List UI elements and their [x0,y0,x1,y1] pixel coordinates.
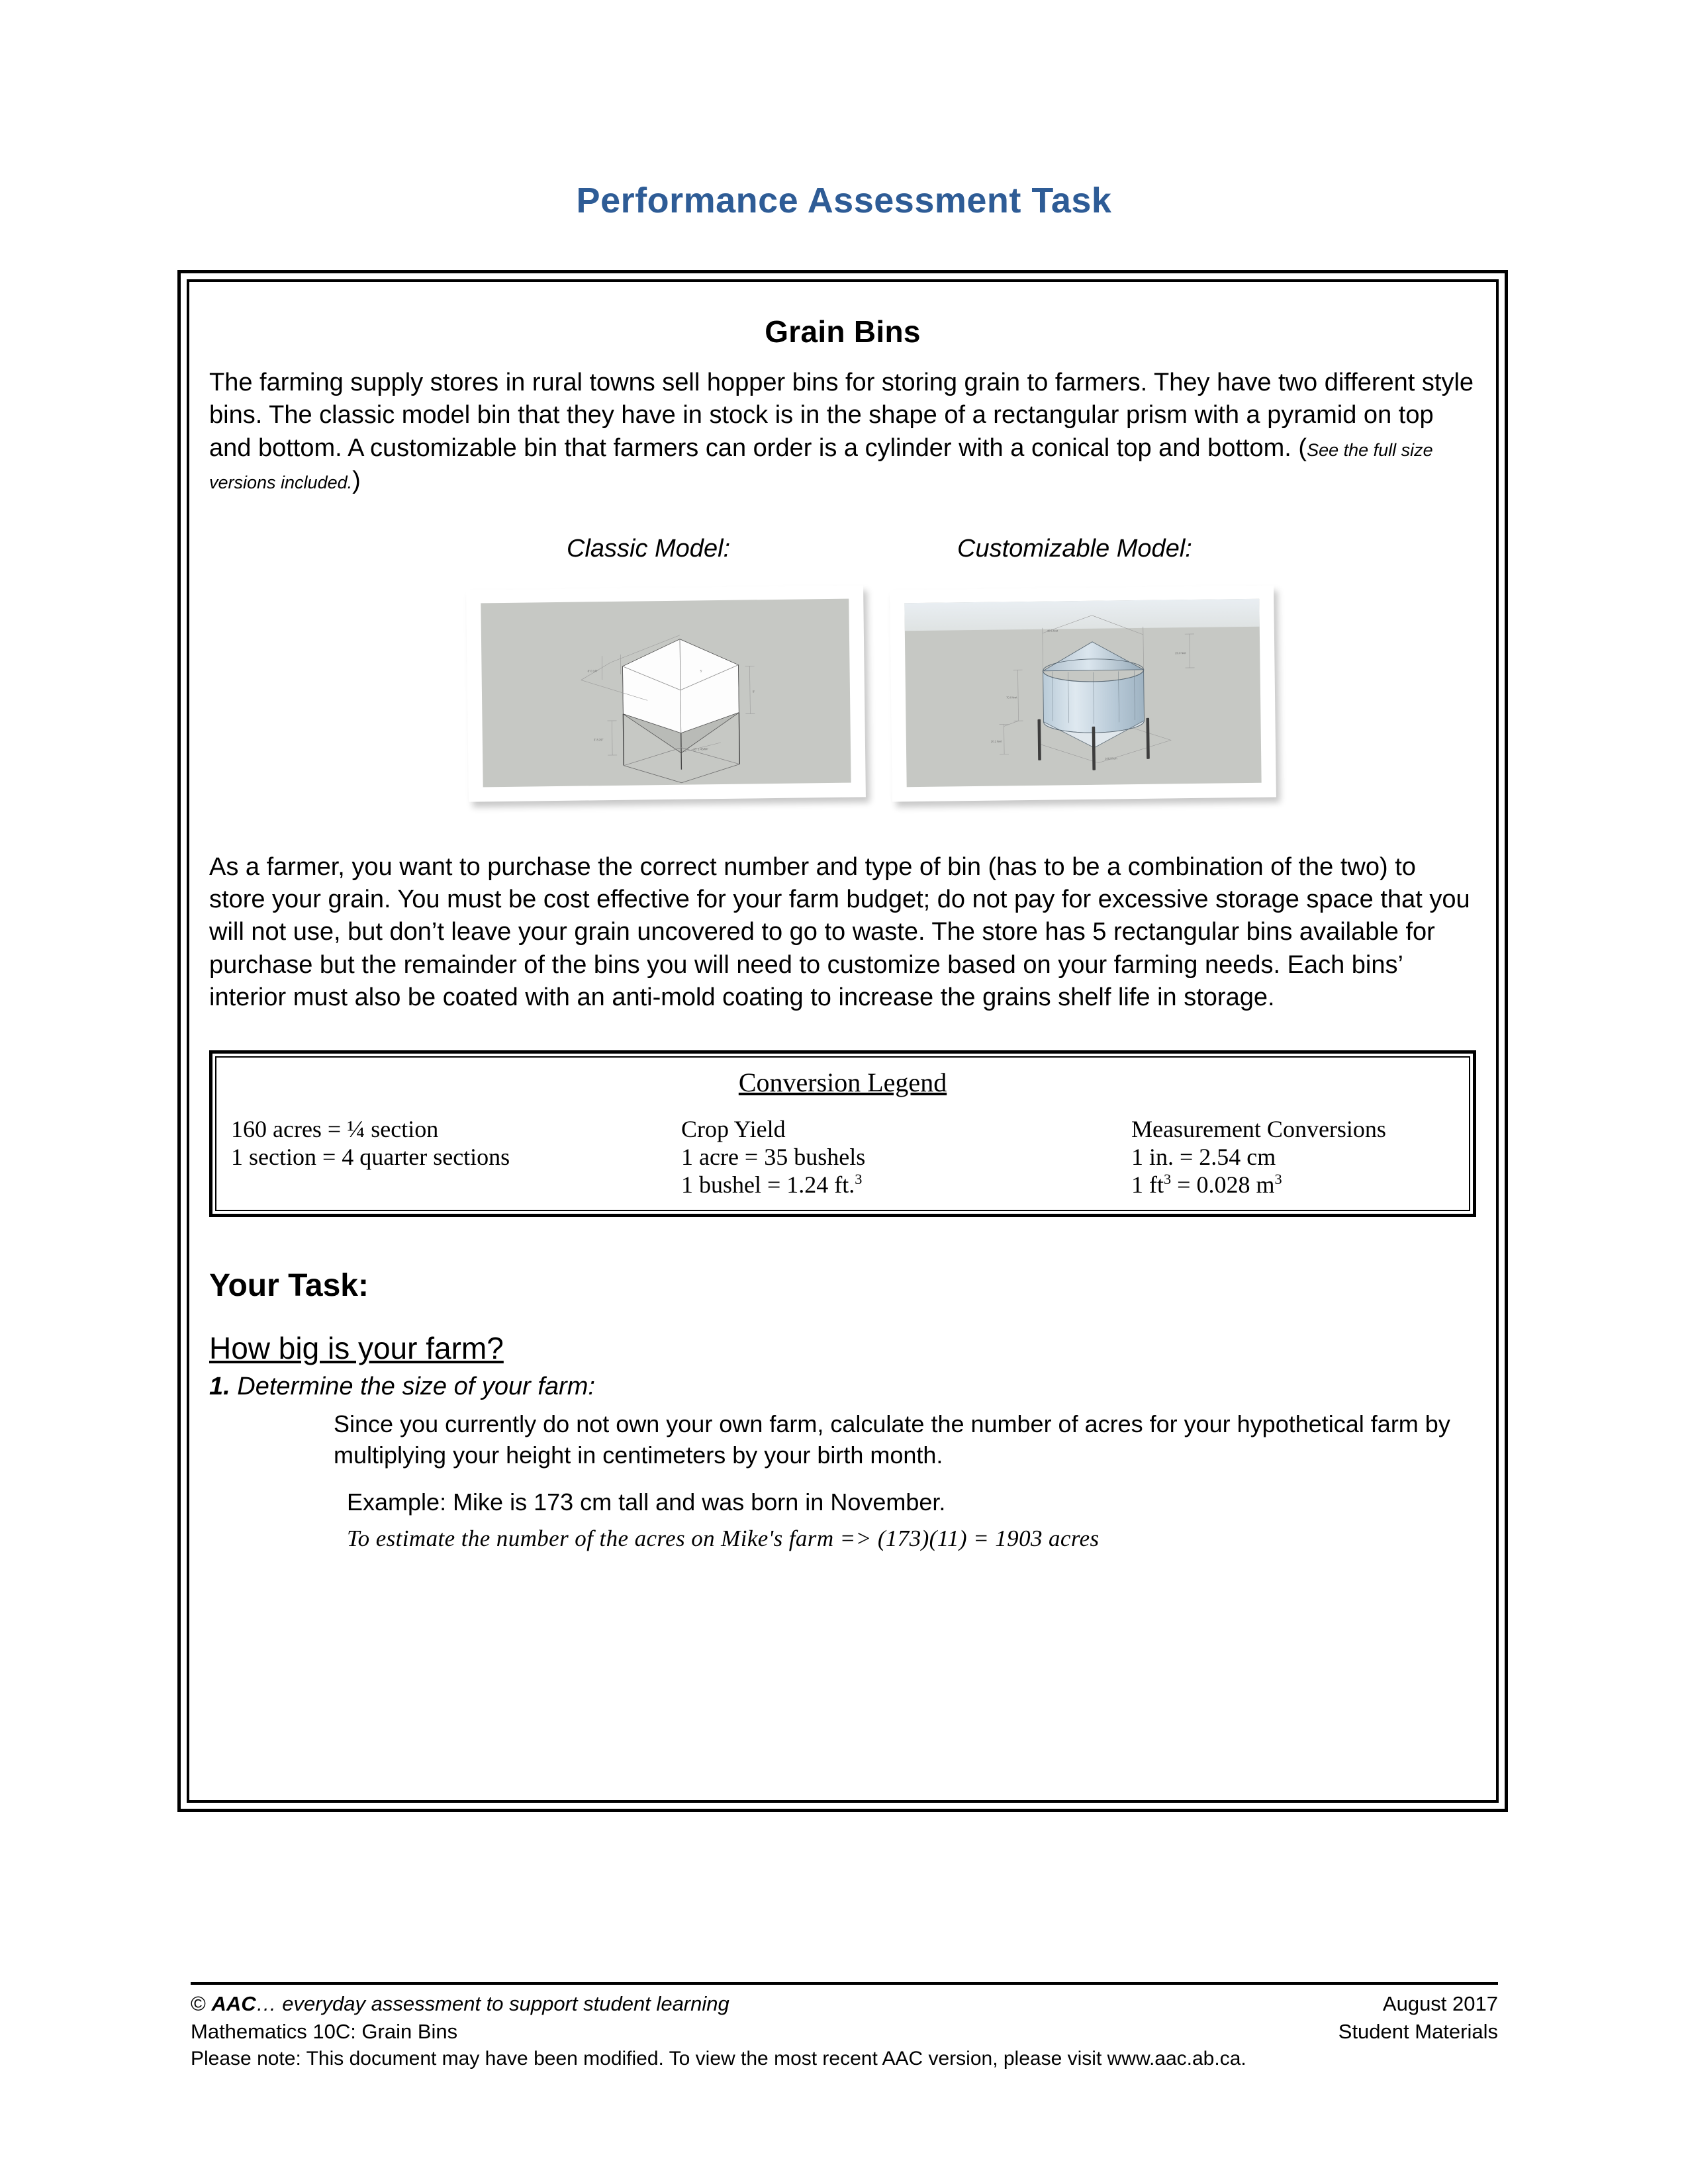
intro-paren-close: ) [352,467,361,495]
legend-column-sections [216,1115,681,1199]
footer-row-1 [191,1990,1498,2018]
legend-line: 1 acre = 35 bushels [681,1143,866,1170]
svg-text:10' 1 45/64": 10' 1 45/64" [692,747,709,751]
classic-model-canvas [481,598,851,787]
footer-left-1 [191,1990,729,2018]
legend-line: 1 section = 4 quarter sections [231,1143,510,1170]
step-1-detail: Since you currently do not own your own farm, calculate the number of acres for your hypothetical farm by multiplying your height in centimeters by your birth month. [334,1410,1450,1469]
example-line: Example: Mike is 173 cm tall and was born in November. [347,1488,946,1516]
svg-text:70.0 feet: 70.0 feet [1006,695,1017,699]
footer-tagline: … everyday assessment to support student learning [256,1992,729,2015]
svg-text:5': 5' [700,668,702,672]
legend-column-header: Crop Yield [681,1115,786,1142]
how-big-subheading: How big is your farm? [209,1330,504,1365]
classic-bin-drawing [481,598,851,787]
legend-line: 160 acres = ¼ section [231,1115,439,1142]
step-1-label [209,1373,1476,1401]
model-captions [209,535,1476,581]
your-task-heading: Your Task: [209,1267,369,1303]
conversion-legend-columns [216,1115,1469,1199]
step-1-text: Determine the size of your farm: [230,1372,595,1400]
content-frame [177,270,1508,1812]
page-title: Performance Assessment Task [576,181,1112,220]
intro-text: The farming supply stores in rural towns sell hopper bins for storing grain to farmers. They have two different style bins. The classic model bin that they have in stock is in the shape of a rectangular prism with a pyramid on top and bottom. A customizable bin that farmers can order is a cylinder with a conical top and bottom. ( [209,369,1474,462]
svg-text:20.1 feet: 20.1 feet [990,739,1002,743]
svg-text:8' 0 1/8": 8' 0 1/8" [587,668,598,673]
legend-line: 1 bushel = 1.24 ft.$^3$ [681,1171,863,1199]
footer-course: Mathematics 10C: Grain Bins [191,2019,458,2043]
content-area [209,296,1476,1794]
content-frame-inner [187,279,1499,1803]
classic-model-caption: Classic Model: [567,534,731,563]
conversion-legend-inner [215,1056,1470,1211]
legend-column-crop-yield [681,1115,1131,1199]
footer-note: Please note: This document may have been modified. To view the most recent AAC version, please visit www.aac.ab.ca. [191,2048,1246,2070]
legend-line: 1 in. = 2.54 cm [1131,1143,1276,1170]
intro-note: See the full size versions included. [209,439,1433,493]
copyright-icon: © [191,1992,206,2015]
step-1-number: 1. [209,1372,230,1400]
legend-column-measurement [1131,1115,1469,1199]
svg-text:3' 8.39": 3' 8.39" [593,737,604,741]
legend-column-header: Measurement Conversions [1131,1115,1386,1142]
customizable-model-caption: Customizable Model: [957,534,1192,563]
section-heading: Grain Bins [765,314,921,349]
conversion-legend-title: Conversion Legend [738,1067,947,1097]
customizable-bin-drawing [904,598,1261,787]
conversion-legend-table [209,1050,1476,1217]
footer-org: AAC [211,1992,256,2015]
svg-text:20.0 feet: 20.0 feet [1175,651,1186,655]
svg-text:40.5 feet: 40.5 feet [1047,629,1058,633]
example-math-line: To estimate the number of the acres on Mike's farm => (173)(11) = 1903 acres [347,1525,1100,1551]
legend-line: 1 $ft^3 = 0.028$ $m^3$ [1131,1171,1282,1199]
customizable-model-canvas [904,598,1261,787]
svg-text:5': 5' [752,689,755,693]
classic-model-image [466,585,866,801]
page-footer [191,1982,1498,2070]
intro-paragraph [209,367,1476,498]
footer-materials: Student Materials [1338,2019,1498,2043]
svg-text:106.57cm: 106.57cm [1105,756,1117,760]
customizable-model-image [890,585,1276,801]
footer-divider [191,1982,1498,1985]
task-paragraph: As a farmer, you want to purchase the correct number and type of bin (has to be a combination of the two) to store your grain. You must be cost effective for your farm budget; do not pay for excessive storage space that you will not use, but don’t leave your grain uncovered to go to waste. The store has 5 rectangular bins available for purchase but the remainder of the bins you will need to customize based on your farming needs. Each bins’ interior must also be coated with an anti-mold coating to increase the grains shelf life in storage. [209,852,1470,1012]
footer-row-2 [191,2018,1498,2046]
model-images [209,588,1476,813]
footer-date: August 2017 [1382,1992,1498,2015]
